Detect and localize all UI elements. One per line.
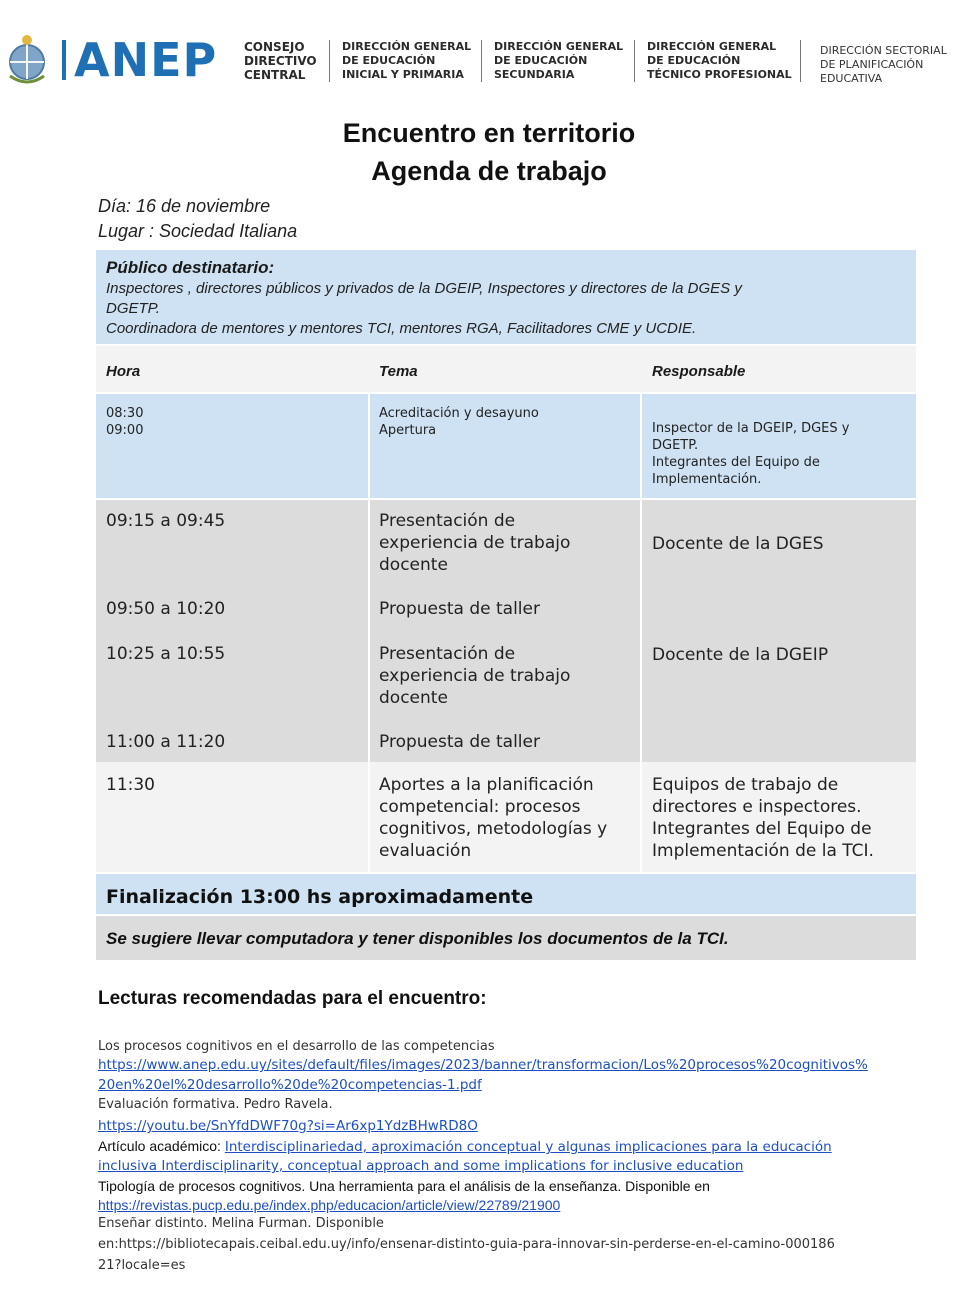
table-header-row bbox=[96, 346, 916, 392]
reading-link[interactable]: 20en%20el%20desarrollo%20de%20competencias-1.pdf bbox=[98, 1077, 482, 1093]
row-tema-line: Propuesta de taller bbox=[379, 599, 540, 619]
reading-title: Los procesos cognitivos en el desarrollo de las competencias bbox=[98, 1039, 495, 1054]
row-hora: 10:25 a 10:55 bbox=[106, 644, 226, 664]
event-place: Lugar : Sociedad Italiana bbox=[98, 221, 298, 241]
row-tema-line: experiencia de trabajo bbox=[379, 666, 571, 686]
closing-time: Finalización 13:00 hs aproximadamente bbox=[106, 886, 534, 908]
row-tema-line: Presentación de bbox=[379, 644, 516, 664]
reading-link[interactable]: Interdisciplinariedad, aproximación conceptual y algunas implicaciones para la educación bbox=[224, 1139, 832, 1155]
row-hora: 08:30 09:00 bbox=[106, 406, 144, 438]
row-responsable-line: Implementación de la TCI. bbox=[652, 841, 874, 861]
audience-row bbox=[96, 250, 916, 344]
row-tema-line: Aportes a la planificación bbox=[379, 775, 594, 795]
audience-title: Público destinatario: bbox=[106, 258, 275, 277]
column-divider bbox=[368, 394, 370, 498]
row-hora: 09:50 a 10:20 bbox=[106, 599, 226, 619]
event-date: Día: 16 de noviembre bbox=[98, 196, 271, 216]
column-header-tema: Tema bbox=[379, 363, 418, 380]
row-tema-line: Propuesta de taller bbox=[379, 732, 540, 752]
column-divider bbox=[640, 500, 642, 762]
header-separator bbox=[800, 40, 801, 82]
reading-item bbox=[98, 1136, 832, 1157]
org-dges: DIRECCIÓN GENERAL DE EDUCACIÓN SECUNDARIA bbox=[494, 40, 624, 81]
row-tema-line: experiencia de trabajo bbox=[379, 533, 571, 553]
reading-url-text: en:https://bibliotecapais.ceibal.edu.uy/info/ensenar-distinto-guia-para-innovar-sin-perderse-en-el-camino-000186 bbox=[98, 1237, 835, 1252]
row-hora: 11:00 a 11:20 bbox=[106, 732, 226, 752]
reading-link[interactable]: inclusiva Interdisciplinarity, conceptual approach and some implications for inclusive education bbox=[98, 1158, 744, 1174]
row-responsable: Inspector de la DGEIP, DGES y DGETP. Integrantes del Equipo de Implementación. bbox=[652, 421, 850, 487]
row-tema-line: evaluación bbox=[379, 841, 472, 861]
row-responsable-line: Integrantes del Equipo de bbox=[652, 819, 872, 839]
column-header-responsable: Responsable bbox=[652, 363, 746, 380]
row-tema: Acreditación y desayuno Apertura bbox=[379, 406, 539, 438]
column-divider bbox=[640, 394, 642, 498]
header-separator bbox=[329, 40, 330, 82]
table-row bbox=[96, 394, 916, 498]
row-tema-line: docente bbox=[379, 688, 448, 708]
table-row-block bbox=[96, 500, 916, 762]
page-subtitle: Agenda de trabajo bbox=[371, 156, 607, 186]
closing-row bbox=[96, 874, 916, 914]
row-hora: 09:15 a 09:45 bbox=[106, 511, 226, 531]
logo-divider bbox=[62, 40, 66, 80]
column-divider bbox=[640, 762, 642, 872]
row-hora: 11:30 bbox=[106, 775, 155, 795]
suggestion-row bbox=[96, 916, 916, 960]
header-separator bbox=[481, 40, 482, 82]
readings-title: Lecturas recomendadas para el encuentro: bbox=[98, 988, 487, 1009]
letterhead bbox=[0, 28, 978, 94]
column-divider bbox=[368, 762, 370, 872]
reading-url-text: 21?locale=es bbox=[98, 1258, 186, 1273]
table-row bbox=[96, 762, 916, 872]
reading-link[interactable]: https://youtu.be/SnYfdDWF70g?si=Ar6xp1YdzBHwRD8O bbox=[98, 1118, 478, 1134]
audience-text bbox=[106, 279, 896, 339]
row-responsable-line: Equipos de trabajo de bbox=[652, 775, 839, 795]
reading-prefix: Artículo académico: bbox=[98, 1138, 225, 1154]
org-dspe: DIRECCIÓN SECTORIAL DE PLANIFICACIÓN EDUCATIVA bbox=[820, 44, 947, 85]
suggestion-text: Se sugiere llevar computadora y tener disponibles los documentos de la TCI. bbox=[106, 929, 729, 948]
row-tema-line: Presentación de bbox=[379, 511, 516, 531]
row-responsable-line: directores e inspectores. bbox=[652, 797, 862, 817]
reading-title: Enseñar distinto. Melina Furman. Disponible bbox=[98, 1216, 384, 1231]
column-header-hora: Hora bbox=[106, 363, 141, 380]
row-responsable: Docente de la DGES bbox=[652, 534, 824, 554]
row-tema-line: competencial: procesos bbox=[379, 797, 581, 817]
reading-title: Evaluación formativa. Pedro Ravela. bbox=[98, 1097, 333, 1112]
anep-logo: ANEP bbox=[74, 33, 218, 87]
audience-line: DGETP. bbox=[106, 300, 160, 317]
org-dgeip: DIRECCIÓN GENERAL DE EDUCACIÓN INICIAL Y PRIMARIA bbox=[342, 40, 472, 81]
national-seal-icon bbox=[4, 32, 50, 88]
audience-line: Coordinadora de mentores y mentores TCI, mentores RGA, Facilitadores CME y UCDIE. bbox=[106, 320, 697, 337]
row-tema-line: docente bbox=[379, 555, 448, 575]
row-responsable: Docente de la DGEIP bbox=[652, 645, 829, 665]
reading-link[interactable]: https://www.anep.edu.uy/sites/default/files/images/2023/banner/transformacion/Los%20procesos%20cognitivos% bbox=[98, 1057, 868, 1073]
org-consejo-directivo-central: CONSEJO DIRECTIVO CENTRAL bbox=[244, 40, 317, 82]
org-dgetp: DIRECCIÓN GENERAL DE EDUCACIÓN TÉCNICO PROFESIONAL bbox=[647, 40, 792, 81]
audience-line: Inspectores , directores públicos y privados de la DGEIP, Inspectores y directores de la DGES y bbox=[106, 280, 742, 297]
reading-title: Tipología de procesos cognitivos. Una herramienta para el análisis de la enseñanza. Disponible en bbox=[98, 1178, 710, 1194]
reading-link[interactable]: https://revistas.pucp.edu.pe/index.php/educacion/article/view/22789/21900 bbox=[98, 1197, 561, 1213]
row-tema-line: cognitivos, metodologías y bbox=[379, 819, 608, 839]
header-separator bbox=[634, 40, 635, 82]
page-title: Encuentro en territorio bbox=[342, 118, 636, 148]
column-divider bbox=[368, 500, 370, 762]
